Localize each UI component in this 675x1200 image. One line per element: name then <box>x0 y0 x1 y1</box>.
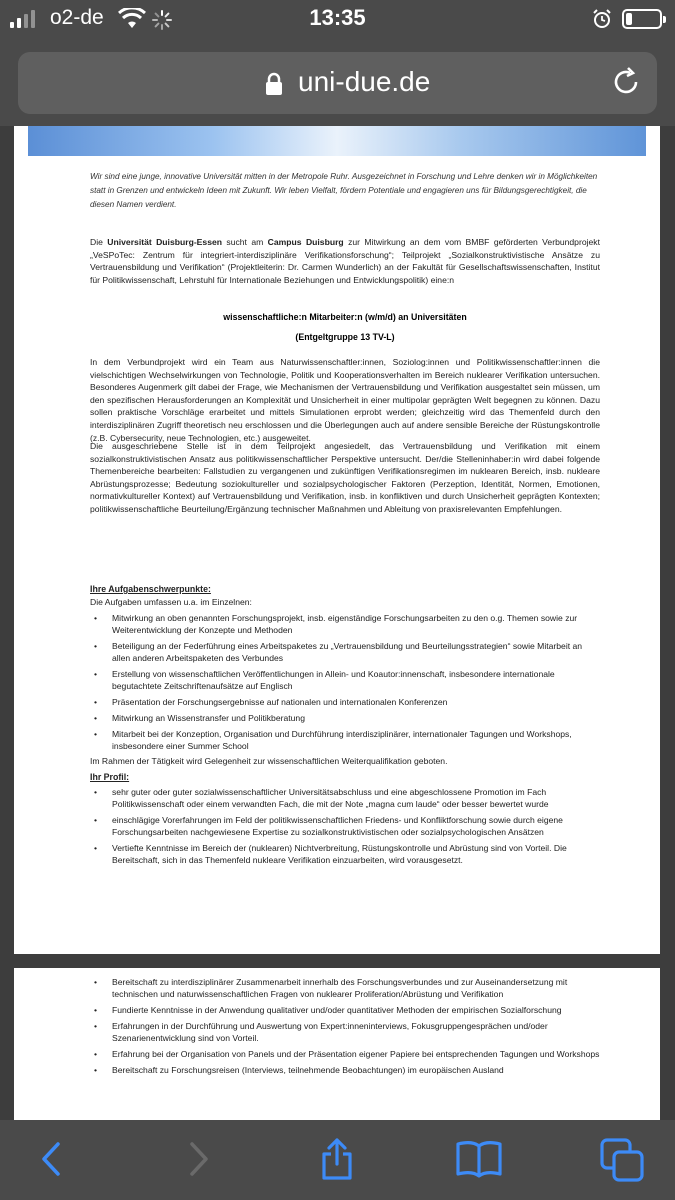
intro-text: Wir sind eine junge, innovative Universität mitten in der Metropole Ruhr. Ausgezeichnet in Forschung und Lehre denken wir in Möglichkeiten statt in Grenzen und entwickeln Ideen mit Zukunft. Wir leben Vielfalt, fördern Potentiale und engagieren uns für Bildungsgerechtigkeit, die diesen Namen verdient. <box>90 172 598 209</box>
bookmarks-icon[interactable] <box>454 1134 504 1184</box>
list-item: • Erfahrung bei der Organisation von Panels und der Präsentation eigener Papiere bei entsprechenden Tagungen und Workshops <box>90 1048 600 1060</box>
profile-list-continued <box>90 976 600 1080</box>
status-bar <box>0 0 675 44</box>
url-field[interactable] <box>18 52 657 114</box>
tasks-list <box>90 612 600 756</box>
list-item: • Bereitschaft zu Forschungsreisen (Interviews, teilnehmende Beobachtungen) im europäischen Ausland <box>90 1064 600 1076</box>
lock-icon <box>264 72 284 96</box>
web-content[interactable] <box>0 126 675 1120</box>
list-item: • Erfahrungen in der Durchführung und Auswertung von Expert:inneninterviews, Fokusgruppengesprächen und/oder Szenarienentwicklung sind von Vorteil. <box>90 1020 600 1044</box>
list-item: • Beteiligung an der Federführung eines Arbeitspaketes zu „Vertrauensbildung und Beurteilungsstrategien“ sowie Mitarbeit an allen anderen Arbeitspaketen des Verbundes <box>90 640 600 664</box>
profile-heading: Ihr Profil: <box>90 772 130 782</box>
paragraph-position: Die Universität Duisburg-Essen sucht am Campus Duisburg zur Mitwirkung an dem vom BMBF geförderten Verbundprojekt „VeSPoTec: Zentrum für integriert-interdisziplinäre Verifikationsforschung“; Teilprojekt „Sozialkonstruktivistische Ansätze zu Vertrauensbildung und Verifikation“ (Projektleiterin: Dr. Carmen Wunderlich) an der Fakultät für Gesellschaftswissenschaften, Institut für Politikwissenschaft, Lehrstuhl für Internationale Beziehungen und Entwicklungspolitik) eine:n <box>90 237 600 285</box>
list-item: • sehr guter oder guter sozialwissenschaftlicher Universitätsabschluss und eine abgeschlossene Promotion im Fach Politikwissenschaft oder einem verwandten Fach, die mit der Note „magna cum laude“ oder besser bewertet wurde <box>90 786 600 810</box>
browser-toolbar <box>0 1120 675 1200</box>
document-page-1 <box>14 126 660 954</box>
header-sky-banner <box>28 126 646 156</box>
tasks-intro: Die Aufgaben umfassen u.a. im Einzelnen: <box>90 597 252 607</box>
job-pay-grade: (Entgeltgruppe 13 TV-L) <box>295 332 395 342</box>
list-item: • Präsentation der Forschungsergebnisse auf nationalen und internationalen Konferenzen <box>90 696 600 708</box>
battery-icon <box>622 9 662 29</box>
browser-address-bar <box>0 44 675 126</box>
profile-list <box>90 786 600 870</box>
document-page-2 <box>14 968 660 1120</box>
battery-level <box>626 13 632 25</box>
alarm-icon <box>592 9 612 29</box>
list-item: • einschlägige Vorerfahrungen im Feld der politikwissenschaftlichen Friedens- und Konfliktforschung sowie durch eigene Forschungsarbeiten nachgewiesene Expertise zu sozialkonstruktivistischen oder sozialpsychologischen Ansätzen <box>90 814 600 838</box>
url-text: uni-due.de <box>298 66 431 97</box>
paragraph-subproject: Die ausgeschriebene Stelle ist in dem Teilprojekt angesiedelt, das Vertrauensbildung und Verifikation mit einem sozialkonstruktivistischen Ansatz aus politikwissenschaftlicher Perspektive untersucht. Der/die Stelleninhaber:in wird dabei folgende Themenbereiche bearbeiten: Fallstudien zu vergangenen und zukünftigen Verifikationsregimen im nuklearen Bereich, insb. nukleare Abrüstungsprozesse; Bedeutung soziokultureller und sozialpsychologischer Faktoren (Perzeption, Identität, Normen, Emotionen, normativkultureller Kontext) auf Vertrauensbildung und Verifikation, insb. in konfliktiven und durch Unsicherheit geprägten Kontexten; politikwissenschaftliche Beurteilung/Ergänzung technischer Maßnahmen und Ableitung von praxisrelevanten Empfehlungen. <box>90 441 600 514</box>
list-item: • Bereitschaft zu interdisziplinärer Zusammenarbeit innerhalb des Forschungsverbundes und zur Auseinandersetzung mit technischen und naturwissenschaftlichen Fragen von nuklearer Proliferation/Abrüstung und Verifikation <box>90 976 600 1000</box>
clock: 13:35 <box>309 5 366 30</box>
list-item: • Mitarbeit bei der Konzeption, Organisation und Durchführung interdisziplinärer, internationaler Tagungen und Workshops, insbesondere einer Summer School <box>90 728 600 752</box>
back-icon[interactable] <box>28 1134 78 1184</box>
reload-icon[interactable] <box>610 66 642 98</box>
carrier-name: o2-de <box>50 6 104 29</box>
tasks-heading: Ihre Aufgabenschwerpunkte: <box>90 584 211 594</box>
share-icon[interactable] <box>312 1134 362 1184</box>
tasks-closing: Im Rahmen der Tätigkeit wird Gelegenheit zur wissenschaftlichen Weiterqualifikation geboten. <box>90 756 448 766</box>
list-item: • Vertiefte Kenntnisse im Bereich der (nuklearen) Nichtverbreitung, Rüstungskontrolle und Abrüstung sind von Vorteil. Die Bereitschaft, sich in das Themenfeld nukleare Verifikation einzuarbeiten, wird vorausgesetzt. <box>90 842 600 866</box>
list-item: • Erstellung von wissenschaftlichen Veröffentlichungen in Allein- und Koautor:innenschaft, insbesondere internationale begutachtete Zeitschriftenaufsätze auf Englisch <box>90 668 600 692</box>
list-item: • Mitwirkung an Wissenstransfer und Politikberatung <box>90 712 600 724</box>
paragraph-project: In dem Verbundprojekt wird ein Team aus Naturwissenschaftler:innen, Soziolog:innen und Politikwissenschaftler:innen die vielschichtigen Wechselwirkungen von Technologie, Politik und Kooperationsverhalten im Bereich nuklearer Verifikation untersuchen. Besonderes Augenmerk gilt dabei der Frage, wie Mechanismen der Vertrauensbildung und Verifikation ausgestaltet sein müssen, um den spezifischen Herausforderungen an Komplexität und Unsicherheit in einer multipolar geprägten Welt begegnen zu können. Dazu sollen praktische Vorschläge erarbeitet und mittels Simulationen erprobt werden; gleichzeitig wird das Themenfeld durch den interdisziplinären Zugriff theoretisch neu erschlossen und die Überlegungen auch auf andere sensible Bereiche der Rüstungskontrolle (z.B. Cybersecurity, neue Technologien, etc.) ausgeweitet. <box>90 357 600 443</box>
list-item: • Fundierte Kenntnisse in der Anwendung qualitativer und/oder quantitativer Methoden der empirischen Sozialforschung <box>90 1004 600 1016</box>
tabs-icon[interactable] <box>598 1134 648 1184</box>
forward-icon[interactable] <box>172 1134 222 1184</box>
job-title: wissenschaftliche:n Mitarbeiter:n (w/m/d) an Universitäten <box>223 312 467 322</box>
list-item: • Mitwirkung an oben genannten Forschungsprojekt, insb. eigenständige Forschungsarbeiten zu den o.g. Themen sowie zur Weiterentwicklung der Konzepte und Methoden <box>90 612 600 636</box>
